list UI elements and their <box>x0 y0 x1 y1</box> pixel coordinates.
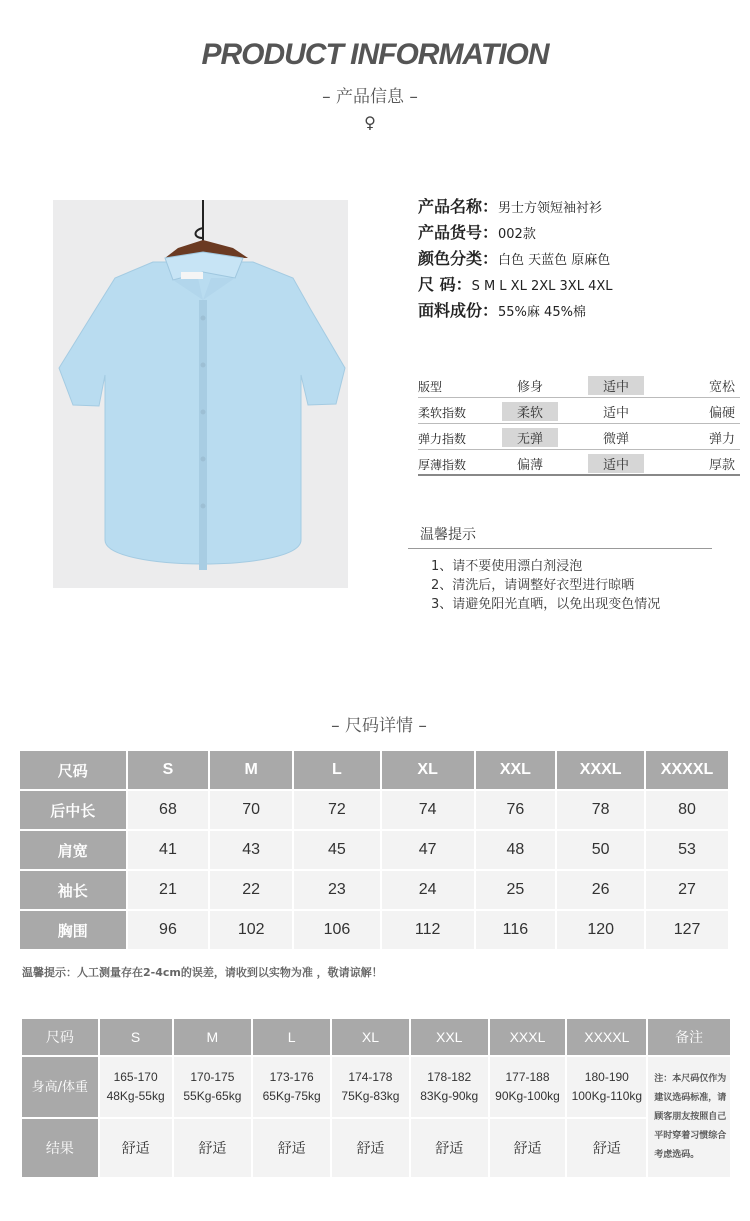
info-row-name: 产品名称：男士方领短袖衬衫 <box>418 197 603 216</box>
table-cell: 舒适 <box>252 1118 331 1178</box>
fit-row <box>418 450 740 476</box>
table-header-cell: XXXL <box>556 750 645 790</box>
table-cell: 68 <box>127 790 210 830</box>
table-cell: 102 <box>209 910 293 950</box>
page-title-en: PRODUCT INFORMATION <box>201 38 549 71</box>
row-header-cell: 结果 <box>21 1118 99 1178</box>
measurement-note: 温馨提示：人工测量存在2-4cm的误差，请收到以实物为准 ，敬请谅解！ <box>22 966 383 979</box>
product-info <box>418 194 613 324</box>
table-cell: 180-190 100Kg-110kg <box>566 1056 647 1118</box>
table-cell: 112 <box>381 910 475 950</box>
tips-title: 温馨提示 <box>420 527 476 543</box>
table-cell: 116 <box>475 910 557 950</box>
table-header-cell: XL <box>331 1018 410 1056</box>
fit-option-selected: 无弹 <box>502 428 558 447</box>
row-header-cell: 胸围 <box>19 910 127 950</box>
table-cell: 78 <box>556 790 645 830</box>
table-cell: 舒适 <box>331 1118 410 1178</box>
info-row-color: 颜色分类：白色 天蓝色 原麻色 <box>418 249 611 268</box>
shirt-illustration <box>53 200 348 588</box>
table-cell: 舒适 <box>489 1118 567 1178</box>
table-cell: 47 <box>381 830 475 870</box>
table-header-cell: XL <box>381 750 475 790</box>
size-detail-heading: – 尺码详情 – <box>331 716 427 736</box>
table-row <box>19 790 729 830</box>
fit-label: 柔软指数 <box>418 406 467 420</box>
tip-item: 3、请避免阳光直晒，以免出现变色情况 <box>431 597 661 612</box>
table-cell: 舒适 <box>99 1118 173 1178</box>
table-cell: 舒适 <box>173 1118 253 1178</box>
fit-option-selected: 适中 <box>588 454 644 473</box>
table-cell: 50 <box>556 830 645 870</box>
table-cell: 70 <box>209 790 293 830</box>
tip-item: 2、清洗后，请调整好衣型进行晾晒 <box>431 578 635 593</box>
table-cell: 53 <box>645 830 729 870</box>
table-cell: 170-175 55Kg-65kg <box>173 1056 253 1118</box>
fit-option: 微弹 <box>602 432 629 447</box>
table-cell: 22 <box>209 870 293 910</box>
size-recommend-table <box>20 1017 732 1179</box>
table-header-cell: M <box>209 750 293 790</box>
table-header-cell: S <box>99 1018 173 1056</box>
remark-cell: 注：本尺码仅作为建议选码标准，请顾客朋友按照自己平时穿着习惯综合考虑选码。 <box>647 1056 731 1178</box>
size-detail-table <box>18 749 730 951</box>
row-header-cell: 肩宽 <box>19 830 127 870</box>
table-cell: 120 <box>556 910 645 950</box>
table-header-cell: L <box>252 1018 331 1056</box>
tip-item: 1、请不要使用漂白剂浸泡 <box>431 559 583 574</box>
fit-option: 偏硬 <box>708 406 735 421</box>
table-cell: 23 <box>293 870 381 910</box>
table-header-cell: XXXXL <box>645 750 729 790</box>
product-photo <box>53 200 348 588</box>
table-cell: 26 <box>556 870 645 910</box>
fit-option: 厚款 <box>708 458 735 473</box>
divider <box>408 548 712 549</box>
table-cell: 43 <box>209 830 293 870</box>
fit-row <box>418 398 740 424</box>
table-cell: 41 <box>127 830 210 870</box>
tips-list <box>431 557 660 614</box>
table-cell: 72 <box>293 790 381 830</box>
info-row-code: 产品货号：002款 <box>418 223 536 242</box>
table-cell: 173-176 65Kg-75kg <box>252 1056 331 1118</box>
row-header-cell: 身高/体重 <box>21 1056 99 1118</box>
table-header-cell: XXL <box>410 1018 489 1056</box>
table-cell: 25 <box>475 870 557 910</box>
table-header-cell: M <box>173 1018 253 1056</box>
fit-index-grid <box>418 372 740 476</box>
table-cell: 45 <box>293 830 381 870</box>
table-cell: 24 <box>381 870 475 910</box>
table-cell: 80 <box>645 790 729 830</box>
table-cell: 177-188 90Kg-100kg <box>489 1056 567 1118</box>
fit-label: 弹力指数 <box>418 432 467 446</box>
table-cell: 178-182 83Kg-90kg <box>410 1056 489 1118</box>
fit-option: 适中 <box>602 406 629 421</box>
table-cell: 74 <box>381 790 475 830</box>
fit-option-selected: 适中 <box>588 376 644 395</box>
fit-row <box>418 372 740 398</box>
table-header-cell: XXXXL <box>566 1018 647 1056</box>
table-row <box>19 910 729 950</box>
table-header-row <box>21 1018 731 1056</box>
info-row-size: 尺 码：S M L XL 2XL 3XL 4XL <box>418 275 613 294</box>
table-header-cell: 备注 <box>647 1018 731 1056</box>
table-header-cell: XXXL <box>489 1018 567 1056</box>
table-cell: 127 <box>645 910 729 950</box>
fit-label: 厚薄指数 <box>418 458 467 472</box>
table-cell: 96 <box>127 910 210 950</box>
table-cell: 48 <box>475 830 557 870</box>
table-header-row <box>19 750 729 790</box>
fit-label: 版型 <box>418 380 443 394</box>
table-cell: 106 <box>293 910 381 950</box>
fit-option: 宽松 <box>708 380 735 395</box>
table-row <box>19 870 729 910</box>
table-header-cell: 尺码 <box>19 750 127 790</box>
table-row <box>19 830 729 870</box>
fit-option: 偏薄 <box>516 458 543 473</box>
table-cell: 舒适 <box>410 1118 489 1178</box>
fit-option: 修身 <box>516 380 543 395</box>
fit-row <box>418 424 740 450</box>
fit-option-selected: 柔软 <box>502 402 558 421</box>
table-cell: 165-170 48Kg-55kg <box>99 1056 173 1118</box>
table-header-cell: 尺码 <box>21 1018 99 1056</box>
table-cell: 174-178 75Kg-83kg <box>331 1056 410 1118</box>
table-row <box>21 1118 731 1178</box>
female-symbol-icon: ♀ <box>364 113 376 132</box>
page-title-cn: – 产品信息 – <box>322 87 418 107</box>
table-cell: 27 <box>645 870 729 910</box>
table-cell: 76 <box>475 790 557 830</box>
table-header-cell: S <box>127 750 210 790</box>
info-row-fabric: 面料成份：55%麻 45%棉 <box>418 301 586 320</box>
table-header-cell: L <box>293 750 381 790</box>
table-row <box>21 1056 731 1118</box>
fit-option: 弹力 <box>708 432 735 447</box>
row-header-cell: 袖长 <box>19 870 127 910</box>
table-cell: 21 <box>127 870 210 910</box>
table-header-cell: XXL <box>475 750 557 790</box>
row-header-cell: 后中长 <box>19 790 127 830</box>
table-cell: 舒适 <box>566 1118 647 1178</box>
